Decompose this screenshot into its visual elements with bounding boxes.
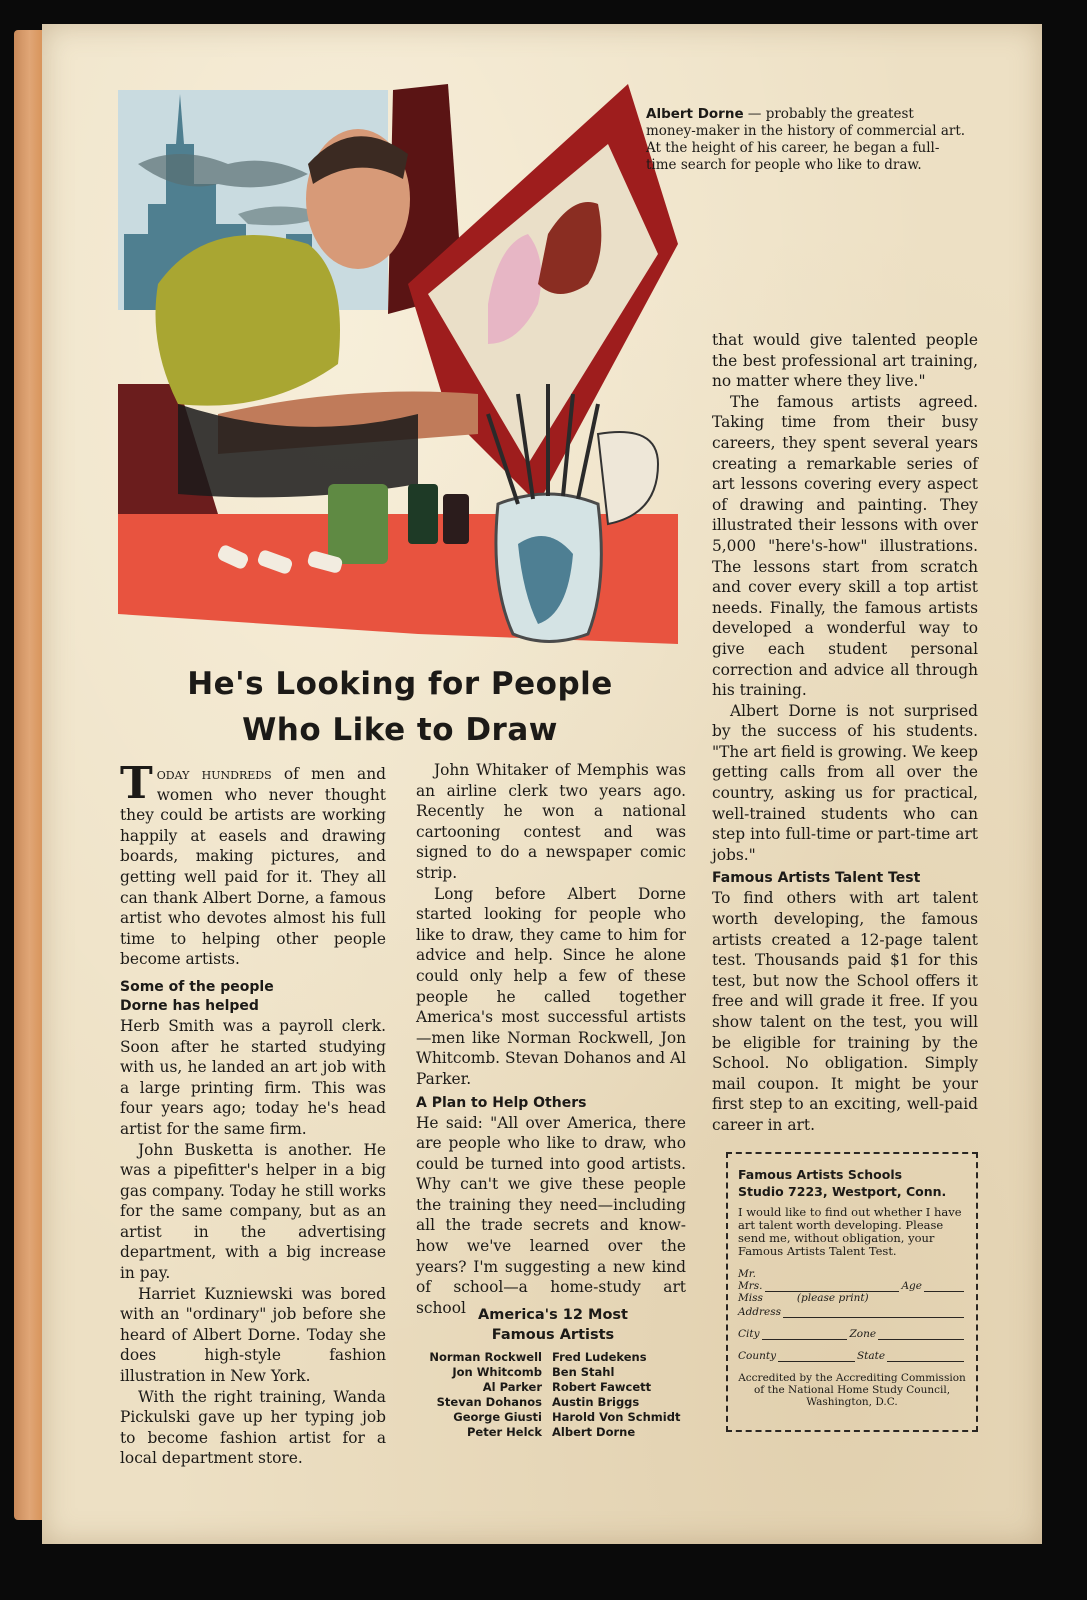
artist-row [414,1395,704,1410]
famous-artists-title [418,1305,688,1345]
paragraph: Albert Dorne is not surprised by the success of his students. "The art field is growing. We keep getting calls from all over the country, asking us for practical, well-trained students who can step into full-time or part-time art jobs." [712,701,978,864]
city-zone-field[interactable] [738,1328,966,1340]
artist-row [414,1350,704,1365]
drop-cap: T [120,758,153,809]
headline-line1: He's Looking for People [187,666,613,702]
artist-name: Peter Helck [466,1425,542,1439]
artist-name: Robert Fawcett [552,1380,652,1394]
artist-row [414,1380,704,1395]
column-1 [120,758,386,1469]
caption-name: Albert Dorne [646,106,744,122]
county-label: County [738,1350,777,1362]
albert-dorne-illustration [118,84,678,654]
state-line[interactable] [887,1351,964,1362]
paragraph: Long before Albert Dorne started looking for people who like to draw, they came to him for advice and help. Since he alone could only help a few of these people he called together America's most successful artists—men like Norman Rockwell, Jon Whitcomb. Stevan Dohanos and Al Parker. [416,884,686,1088]
artist-row [414,1410,704,1425]
paragraph: John Busketta is another. He was a pipefitter's helper in a big gas company. Today he still works for the same company, but as an artist in the advertising department, with a big increase in pay. [120,1140,386,1283]
artist-name: Austin Briggs [552,1395,640,1409]
artist-name: George Giusti [453,1410,542,1424]
address-label: Address [738,1306,782,1318]
city-label: City [738,1328,760,1340]
intro-small-caps: oday hundreds [156,765,272,783]
age-line[interactable] [924,1281,964,1292]
headline-line2: Who Like to Draw [242,712,558,748]
paragraph: that would give talented people the best professional art training, no matter where they live." [712,331,978,391]
paragraph: Herb Smith was a payroll clerk. Soon after he started studying with us, he landed an art job with a large printing firm. This was four years ago; today he's head artist for the same firm. [120,1016,386,1138]
famous-artists-list [414,1350,704,1440]
name-age-field[interactable] [738,1280,966,1292]
artist-name: Fred Ludekens [552,1350,647,1364]
county-line[interactable] [778,1351,855,1362]
famous-artists-title-line2: Famous Artists [491,1327,615,1343]
miss-row [738,1292,966,1304]
artist-name: Stevan Dohanos [436,1395,542,1409]
name-line[interactable] [765,1281,900,1292]
intro-text: of men and women who never thought they could be artists are working happily at easels and drawing boards, making pictures, and getting well paid for it. They all can thank Albert Dorne, a famous artist who devotes almost his full time to helping other people become artists. [120,765,386,969]
mrs-label: Mrs. [738,1280,763,1292]
zone-label: Zone [849,1328,877,1340]
coupon-request-text: I would like to find out whether I have art talent worth developing. Please send me, without obligation, your Famous Artists Talent Test. [738,1205,962,1258]
name-field[interactable] [738,1268,966,1280]
paragraph: Harriet Kuzniewski was bored with an "ordinary" job before she heard of Albert Dorne. Today she does high-style fashion illustration in New York. [120,1284,386,1386]
subhead-line1: Some of the people [120,978,274,995]
subhead: A Plan to Help Others [416,1094,587,1111]
paragraph: The famous artists agreed. Taking time from their busy careers, they spent several years creating a remarkable series of art lessons covering every aspect of drawing and painting. They illustrated their lessons with over 5,000 "here's-how" illustrations. The lessons start from scratch and cover every skill a top artist needs. Finally, the famous artists developed a wonderful way to give each student personal correction and advice all through his training. [712,392,978,700]
paragraph: To find others with art talent worth developing, the famous artists created a 12-page talent test. Thousands paid $1 for this test, but now the School offers it free and will grade it free. If you show talent on the test, you will be eligible for training by the School. No obligation. Simply mail coupon. It might be your first step to an exciting, well-paid career in art. [712,889,978,1134]
illustration-caption [646,106,966,174]
headline [120,664,680,750]
paragraph: John Whitaker of Memphis was an airline clerk two years ago. Recently he won a national cartooning contest and was signed to do a newspaper comic strip. [416,761,686,882]
city-line[interactable] [762,1329,848,1340]
miss-label: Miss [738,1292,763,1304]
address-line[interactable] [783,1307,964,1318]
artist-row [414,1425,704,1440]
caption-text: — probably the greatest money-maker in the history of commercial art. At the height of his career, he began a full-time search for people who like to draw. [646,106,966,173]
artist-name: Jon Whitcomb [452,1365,542,1379]
artist-name: Harold Von Schmidt [552,1410,681,1424]
artist-name: Albert Dorne [552,1425,636,1439]
famous-artists-title-line1: America's 12 Most [478,1307,628,1323]
age-label: Age [901,1280,922,1292]
bowl [598,432,658,524]
paragraph: With the right training, Wanda Pickulski gave up her typing job to become fashion artist for a local department store. [120,1387,386,1468]
county-state-field[interactable] [738,1350,966,1362]
artist-name: Al Parker [482,1380,542,1394]
zone-line[interactable] [878,1329,964,1340]
state-label: State [856,1350,886,1362]
paragraph: He said: "All over America, there are people who like to draw, who could be turned into good artists. Why can't we give these people the training they need—including all the trade secrets and know-how we've learned over the years? I'm suggesting a new kind of school—a home-study art school [416,1113,686,1317]
address-field[interactable] [738,1306,966,1318]
artist-row [414,1365,704,1380]
coupon-studio-address: Studio 7223, Westport, Conn. [738,1184,947,1199]
mr-label: Mr. [738,1268,756,1280]
subhead: Famous Artists Talent Test [712,870,921,887]
subhead-line2: Dorne has helped [120,997,259,1014]
accreditation-text: Accredited by the Accrediting Commission of the National Home Study Council, Washington, D.C. [738,1372,966,1408]
please-print-label: (please print) [796,1292,869,1304]
mail-coupon [726,1152,978,1432]
artist-name: Ben Stahl [552,1365,615,1379]
column-3 [712,330,978,1136]
column-2 [416,760,686,1318]
man-shirt [156,235,341,406]
coupon-school-name: Famous Artists Schools [738,1167,903,1182]
intro-paragraph [120,758,386,970]
artist-name: Norman Rockwell [429,1350,542,1364]
